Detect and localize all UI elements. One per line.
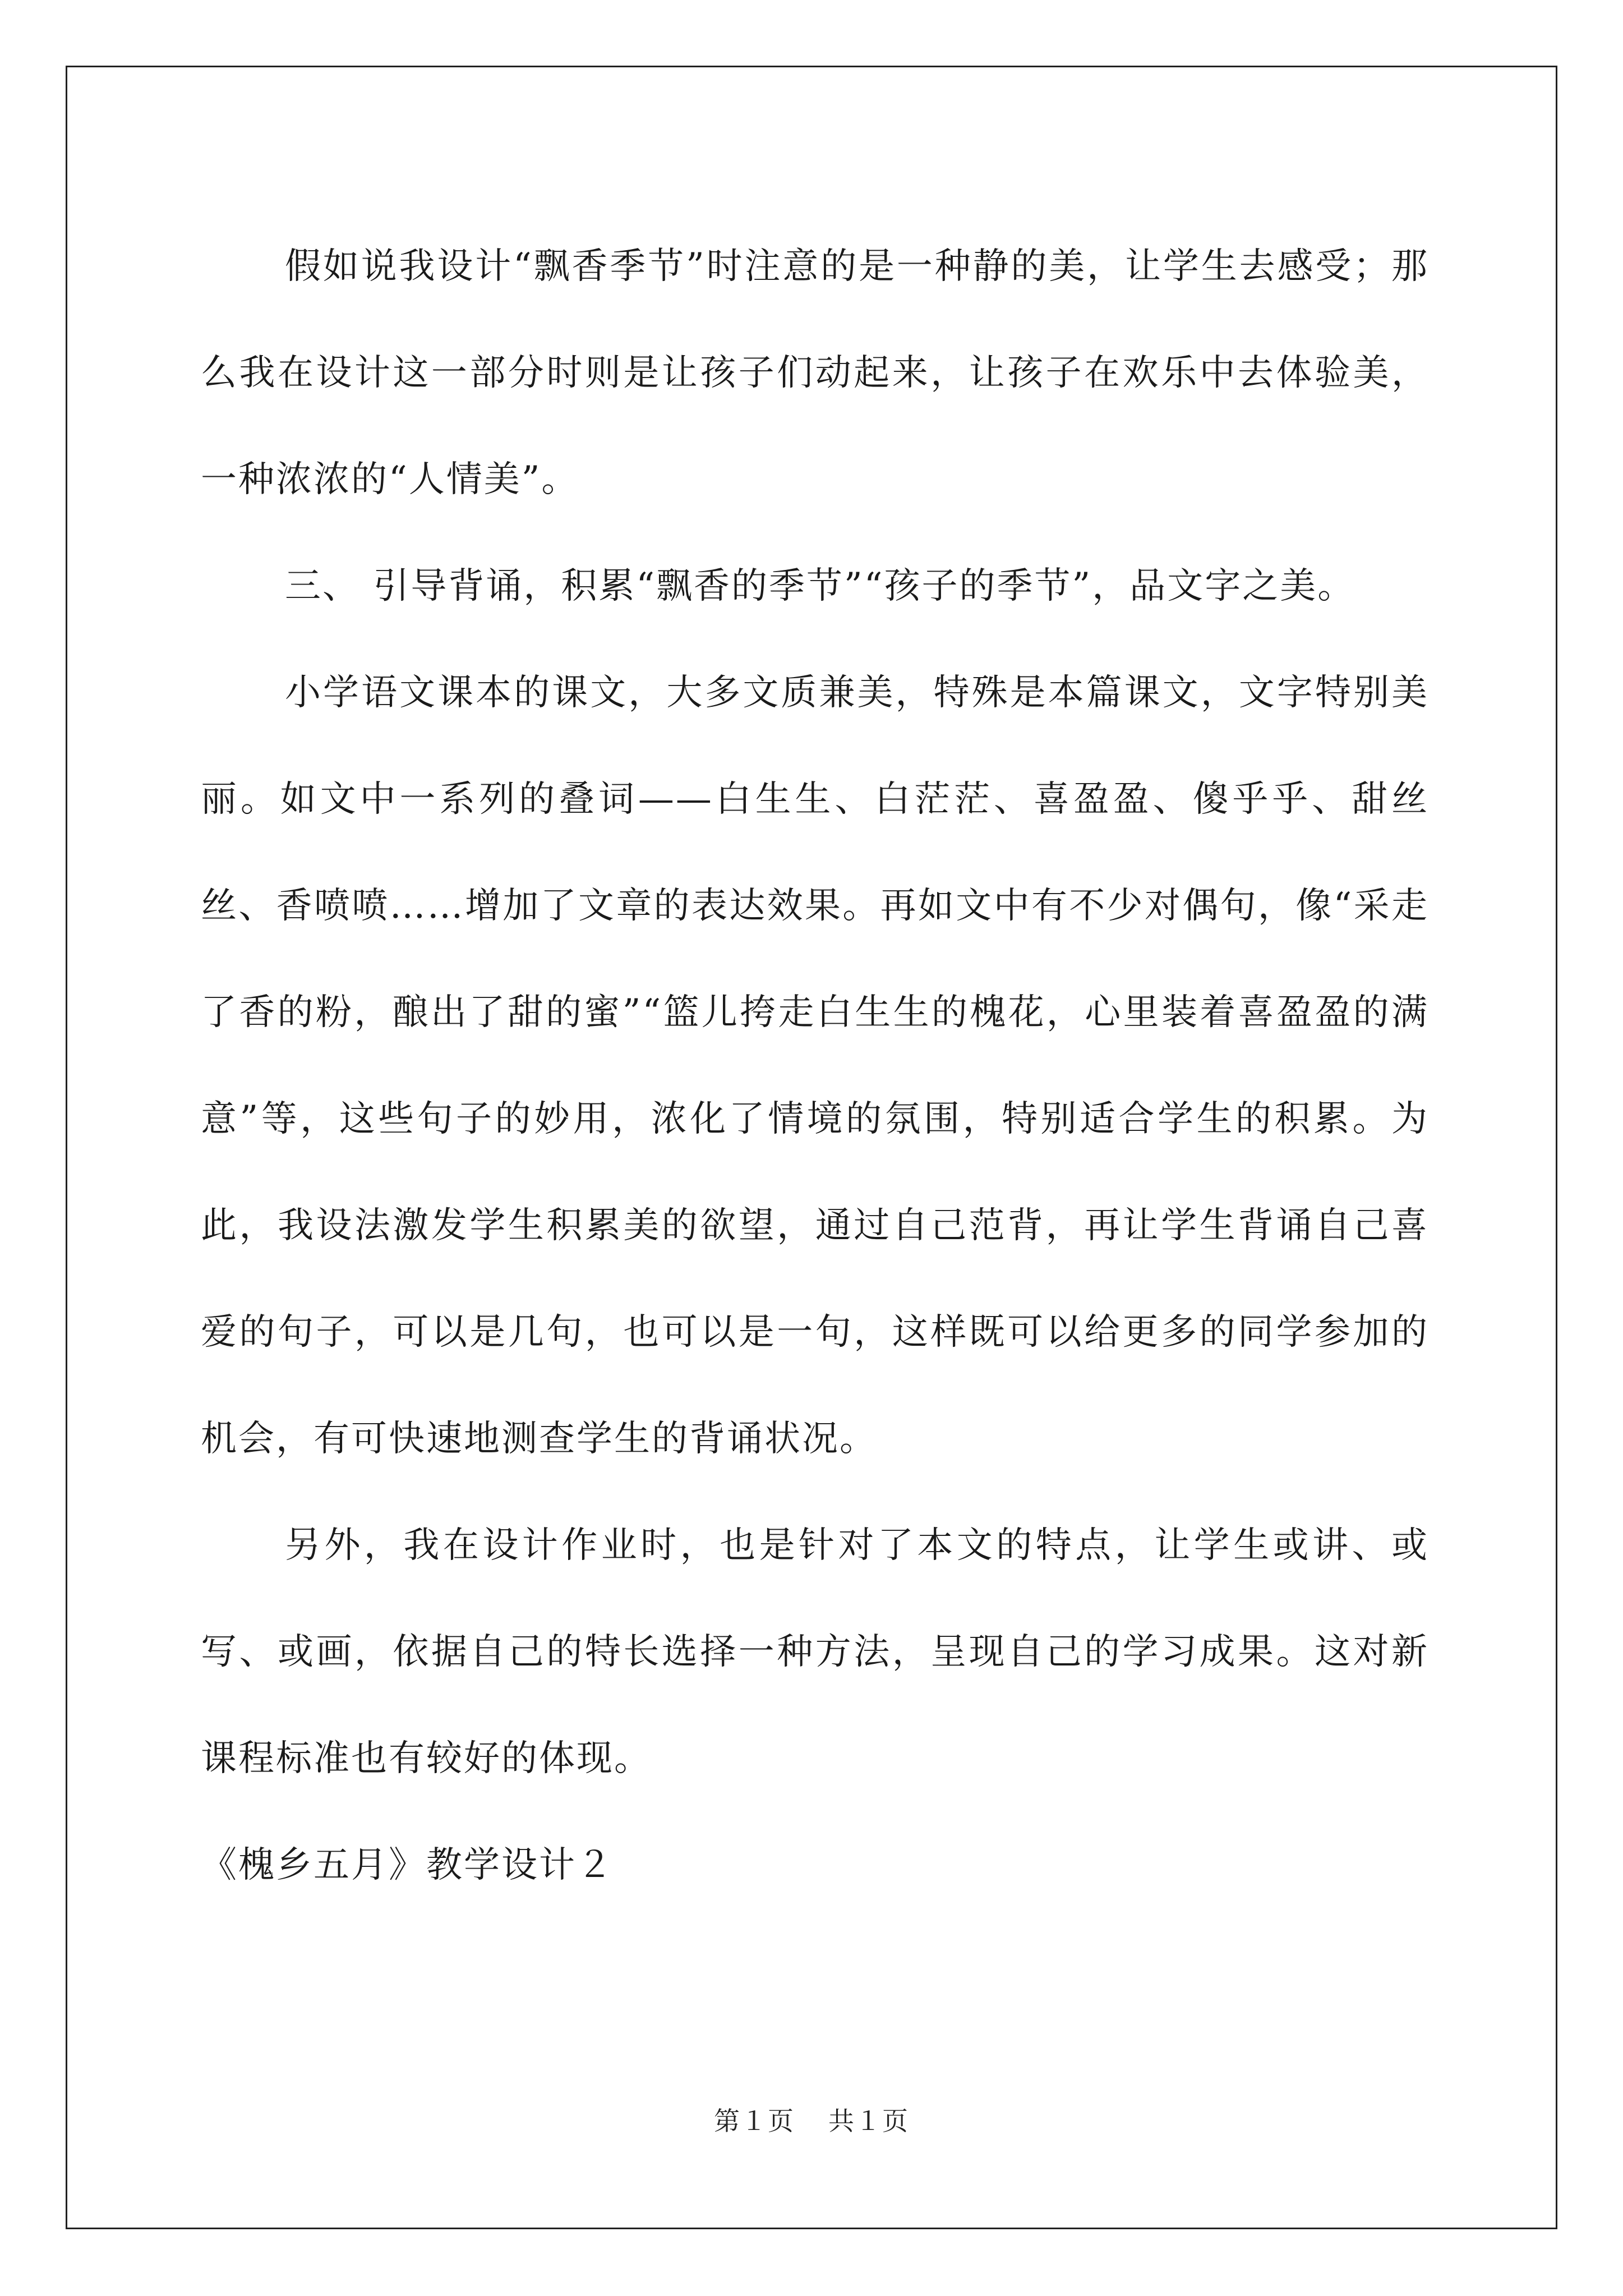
paragraph-2: 三、 引导背诵，积累“飘香的季节”“孩子的季节”，品文字之美。 [285, 565, 1355, 607]
page-footer [0, 2101, 1623, 2138]
paragraph-1: 假如说我设计“飘香季节”时注意的是一种静的美，让学生去感受；那么我在设计这一部分时则是让孩子们动起来，让孩子在欢乐中去体验美，一种浓浓的“人情美”。 [201, 246, 1429, 500]
page-total: 共１页 [828, 2106, 909, 2136]
section-title: 《槐乡五月》教学设计２ [201, 1844, 614, 1886]
paragraph-4: 另外，我在设计作业时，也是针对了本文的特点，让学生或讲、或写、或画，依据自己的特长选择一种方法，呈现自己的学习成果。这对新课程标准也有较好的体现。 [201, 1525, 1429, 1779]
paragraph-3: 小学语文课本的课文，大多文质兼美，特殊是本篇课文，文字特别美丽。如文中一系列的叠词——白生生、白茫茫、喜盈盈、傻乎乎、甜丝丝、香喷喷……增加了文章的表达效果。再如文中有不少对偶句，像“采走了香的粉，酿出了甜的蜜”“篮儿挎走白生生的槐花，心里装着喜盈盈的满意”等，这些句子的妙用，浓化了情境的氛围，特别适合学生的积累。为此，我设法激发学生积累美的欲望，通过自己范背，再让学生背诵自己喜爱的句子，可以是几句，也可以是一句，这样既可以给更多的同学参加的机会，有可快速地测查学生的背诵状况。 [201, 672, 1429, 1460]
page-number: 第１页 [714, 2106, 795, 2136]
document-body [201, 213, 1429, 1918]
